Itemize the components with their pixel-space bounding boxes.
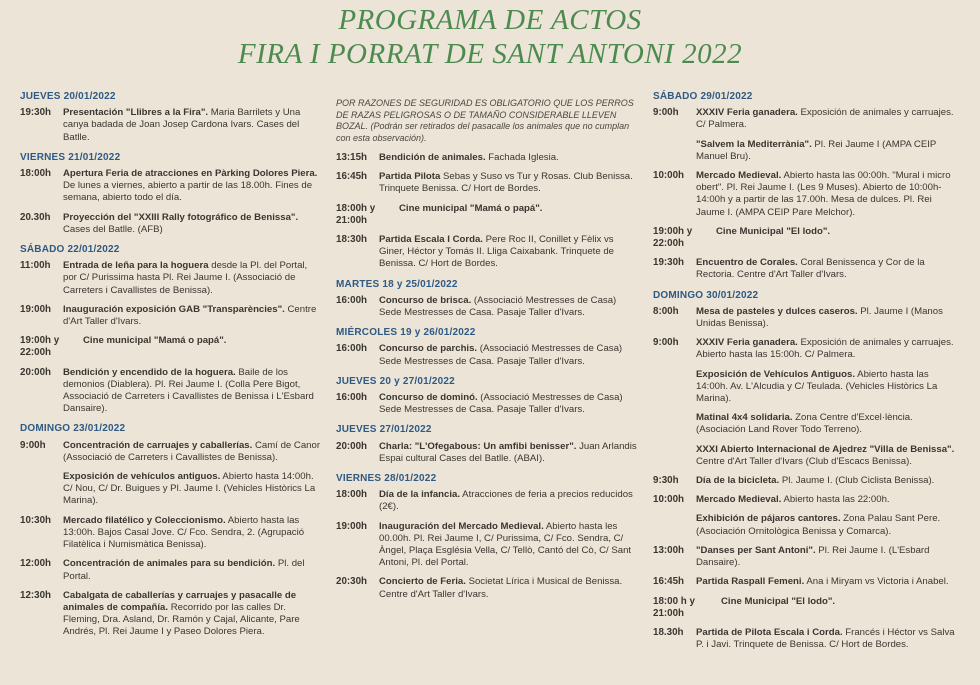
event-title: Exhibición de pájaros cantores. (696, 513, 841, 525)
event-title: "Salvem la Mediterrània". (696, 138, 812, 150)
event-detail: Abierto hasta 14:00h. C/ Nou, C/ Dr. Buigues y Pl. Jaume I. (Vehicles Històrics La Marina). (63, 471, 316, 507)
day-heading: JUEVES 20 y 27/01/2022 (336, 375, 455, 387)
event-time: 12:30h (20, 589, 52, 601)
event-detail: Recorrido por las calles Dr. Fleming, Dra. Asland, Dr. Ramón y Cajal, Alicante, Pare Andrés, Pl. Rei Jaume I y Paseo Dolores Piera. (63, 601, 300, 638)
event-item (653, 257, 963, 281)
event-detail: Centre d'Art Taller d'Ivars. (63, 303, 317, 328)
event-item (336, 576, 640, 600)
event-detail: Pl. Rei Jaume I. (L'Esbard Dansaire). (696, 544, 930, 569)
event-time: 9:00h (653, 107, 679, 119)
event-title: Presentación "Llibres a la Fira". (63, 107, 209, 119)
event-title: Mercado Medieval. (696, 494, 782, 506)
event-item (20, 515, 322, 552)
event-item (336, 152, 640, 164)
event-time: 13:00h (653, 544, 685, 556)
event-detail: Juan Arlandis Espai cultural Cases del Batlle. (ABAI). (379, 440, 637, 464)
event-time: 19:30h (653, 257, 685, 269)
event-detail: Pl. del Portal. (63, 558, 305, 582)
event-item (63, 471, 322, 508)
event-title: Partida Escala I Corda. (379, 234, 483, 246)
page-title: PROGRAMA DE ACTOS (338, 4, 642, 36)
day-heading: MARTES 18 y 25/01/2022 (336, 278, 458, 290)
event-detail: desde la Pl. del Portal, por C/ Purissima hasta Pl. Rei Jaume I. (Associació de Carreters i Cavallistes de Benissa). (63, 260, 308, 296)
event-title: Inauguración del Mercado Medieval. (379, 520, 544, 532)
event-title: Bendición y encendido de la hoguera. (63, 366, 236, 378)
event-time: 18:00h (336, 489, 368, 501)
event-time: 10:00h (653, 494, 685, 506)
event-time: 20:30h (336, 576, 368, 588)
event-item (20, 107, 322, 144)
event-detail: Abierto hasta las 22:00h. (781, 494, 890, 506)
day-heading: DOMINGO 23/01/2022 (20, 423, 126, 435)
event-detail: Abierto hasta las 14:00h. Av. L'Alcudia y C/ Teulada. (Vehicles Històrics La Marina). (696, 368, 938, 405)
event-title: Partida Raspall Femeni. (696, 576, 805, 588)
event-time: 13:15h (336, 152, 368, 163)
event-title: XXXIV Feria ganadera. (696, 337, 798, 349)
safety-note: POR RAZONES DE SEGURIDAD ES OBLIGATORIO QUE LOS PERROS DE RAZAS PELIGROSAS O DE TAMAÑO CONSIDERABLE LLEVEN BOZAL. (Podrán ser retirados del pasacalle los animales que no cumplan con esta observación). (336, 98, 634, 143)
event-title: Partida Pilota (379, 171, 441, 183)
event-title: Cine Municipal "El lodo". (716, 225, 831, 237)
event-title: Concentración de carruajes y caballerías. (63, 439, 253, 451)
event-time: 18:00h y 21:00h (336, 202, 376, 226)
event-time: 19:30h (20, 107, 52, 119)
event-item (20, 335, 322, 359)
event-item (653, 545, 963, 569)
event-item (696, 139, 963, 163)
event-item (653, 306, 963, 330)
event-item (336, 343, 640, 367)
event-item (653, 170, 963, 219)
event-item (653, 494, 963, 506)
day-heading: JUEVES 27/01/2022 (336, 424, 432, 436)
event-title: Apertura Feria de atracciones en Pàrking Dolores Piera. (63, 168, 318, 180)
event-detail: Societat Lírica i Musical de Benissa. Centre d'Art Taller d'Ivars. (379, 576, 623, 600)
event-item (336, 521, 640, 570)
event-item (696, 369, 963, 406)
event-detail: Zona Centre d'Excel·lència. (Asociación Land Rover Todo Terreno). (696, 412, 913, 436)
event-detail: Abierto hasta les 00.00h. Pl. Rei Jaume I, C/ Purissima, C/ Fco. Sendra, C/ Àngel, Plaça Església Vella, C/ Tellò, Cantó del Cò, C/ Sant Antoni, Pl. del Portal. (379, 520, 632, 569)
event-time: 20:00h (336, 440, 368, 452)
event-title: Concurso de dominó. (379, 392, 478, 404)
event-time: 10:30h (20, 514, 52, 526)
event-time: 19:00h y 22:00h (20, 335, 60, 359)
day-heading: SÁBADO 22/01/2022 (20, 244, 120, 256)
event-item (336, 392, 640, 416)
event-title: Cine municipal "Mamá o papá". (399, 202, 543, 214)
event-title: Exposición de vehículos antiguos. (63, 471, 221, 483)
event-detail: Camí de Canor (Associació de Carreters i Cavallistes de Benissa). (63, 439, 321, 463)
event-detail: (Associació Mestresses de Casa) Sede Mestresses de Casa. Pasaje Taller d'Ivars. (379, 343, 623, 367)
event-item (336, 234, 640, 271)
event-item (20, 212, 322, 236)
event-detail: Sebas y Suso vs Tur y Rosas. Club Benissa. Trinquete Benissa. C/ Hort de Bordes. (379, 171, 633, 195)
event-title: Mesa de pasteles y dulces caseros. (696, 305, 858, 317)
event-detail: Francés i Héctor vs Salva P. i Javi. Trinquete de Benissa. C/ Hort de Bordes. (696, 626, 955, 651)
event-title: Inauguración exposición GAB "Transparències". (63, 303, 285, 315)
event-time: 9:00h (20, 439, 46, 451)
event-item (20, 168, 322, 205)
event-title: Proyección del "XXIII Rally fotográfico de Benissa". (63, 211, 299, 223)
event-detail: Baile de los demonios (Diablera). Pl. Rei Jaume I. (Colla Pere Bigot, Associació de Carreters i Cavallistes de Benissa i L'Esbard Dansaire). (63, 366, 314, 415)
event-title: Día de la infancia. (379, 489, 461, 501)
event-item (696, 513, 963, 537)
event-time: 19:00h (336, 520, 368, 532)
day-heading: DOMINGO 30/01/2022 (653, 289, 759, 301)
event-time: 18:00h (20, 168, 52, 180)
event-detail: Cases del Batlle. (AFB) (63, 223, 163, 235)
event-item (653, 107, 963, 131)
event-detail: Pere Roc II, Conillet y Fèlix vs Giner, Héctor y Tomás II. Lliga Caixabank. Trinquete de Benissa. C/ Hort de Bordes. (379, 234, 614, 270)
event-item (653, 475, 963, 487)
event-title: Mercado Medieval. (696, 170, 782, 182)
event-time: 20:00h (20, 366, 52, 378)
event-time: 12:00h (20, 558, 52, 570)
event-detail: Coral Benissenca y Cor de la Rectoria. Centre d'Art Taller d'Ivars. (696, 257, 925, 281)
event-time: 16:00h (336, 294, 368, 306)
day-heading: JUEVES 20/01/2022 (20, 91, 116, 102)
event-detail: Maria Barrilets y Una canya badada de Joan Josep Cardona Ivars. Cases del Batlle. (63, 107, 301, 143)
event-detail: Pl. Jaume I (Manos Unidas Benissa). (696, 305, 943, 330)
event-title: Entrada de leña para la hoguera (63, 260, 209, 272)
event-title: Partida de Pilota Escala i Corda. (696, 626, 843, 638)
event-item (336, 295, 640, 319)
day-heading: SÁBADO 29/01/2022 (653, 91, 753, 102)
event-item (20, 440, 322, 464)
day-heading: VIERNES 21/01/2022 (20, 151, 121, 163)
event-time: 19:00h y 22:00h (653, 225, 693, 250)
event-time: 18:00 h y 21:00h (653, 595, 695, 619)
event-title: Concurso de brisca. (379, 294, 472, 306)
event-detail: (Associació Mestresses de Casa) Sede Mestresses de Casa. Pasaje Taller d'Ivars. (379, 392, 623, 416)
event-title: Cine municipal "Mamá o papá". (83, 335, 227, 347)
event-time: 16:00h (336, 343, 368, 355)
event-title: "Danses per Sant Antoni". (696, 544, 816, 556)
event-item (20, 590, 322, 639)
event-item (653, 337, 963, 361)
event-detail: Pl. Jaume I. (Club Ciclista Benissa). (779, 475, 935, 487)
event-item (336, 203, 640, 227)
event-item (653, 226, 963, 250)
event-detail: Exposición de animales y carruajes. Abierto hasta las 15:00h. C/ Palmera. (696, 337, 954, 361)
event-detail: Abierto hasta las 00:00h. "Mural i micro obert". Pl. Rei Jaume I. (Les 9 Muses). Abierto de 10:00h-14:00h y a partir de las 17.00h. Mesa de dulces. Pl. Rei Jaume I. (AMPA CEIP Pare Melchor). (696, 170, 951, 218)
event-item (653, 576, 963, 588)
event-time: 9:30h (653, 475, 679, 487)
event-time: 8:00h (653, 305, 679, 317)
event-detail: Exposición de animales y carruajes. C/ Palmera. (696, 107, 954, 131)
column-3 (653, 88, 963, 658)
event-time: 19:00h (20, 303, 52, 315)
event-item (653, 596, 963, 620)
column-1 (20, 88, 322, 646)
event-title: Mercado filatélico y Coleccionismo. (63, 514, 226, 526)
event-detail: Abierto hasta las 13:00h. Bajos Casal Jove. C/ Fco. Sendra, 2. (Agrupació Filatèlica i Numismàtica Benissa). (63, 514, 305, 551)
event-item (336, 441, 640, 465)
event-title: Encuentro de Corales. (696, 257, 798, 269)
event-detail: Atracciones de feria a precios reducidos (2€). (379, 489, 633, 513)
day-heading: MIÉRCOLES 19 y 26/01/2022 (336, 327, 476, 339)
event-item (20, 304, 322, 328)
event-time: 9:00h (653, 337, 679, 349)
event-detail: Fachada Iglesia. (485, 152, 559, 163)
event-title: Bendición de animales. (379, 152, 486, 163)
event-detail: Zona Palau Sant Pere. (Asociación Ornitològica Benissa y Comarca). (696, 513, 941, 537)
event-time: 18.30h (653, 626, 684, 638)
event-time: 16:45h (653, 576, 685, 588)
event-title: Concierto de Feria. (379, 576, 466, 588)
event-time: 16:00h (336, 392, 368, 404)
event-title: Día de la bicicleta. (696, 475, 780, 487)
event-time: 20.30h (20, 211, 51, 223)
event-title: Concentración de animales para su bendición. (63, 558, 276, 570)
event-detail: Centre d'Art Taller d'Ivars (Club d'Escacs Benissa). (696, 455, 912, 467)
event-item (20, 367, 322, 416)
event-time: 18:30h (336, 234, 368, 246)
event-title: Cabalgata de caballerías y carruajes y pasacalle de animales de compañía. (63, 589, 297, 613)
event-detail: Pl. Rei Jaume I (AMPA CEIP Manuel Bru). (696, 138, 937, 162)
event-item (20, 260, 322, 297)
event-time: 11:00h (20, 260, 51, 272)
event-title: XXXIV Feria ganadera. (696, 107, 798, 119)
page-subtitle: FIRA I PORRAT DE SANT ANTONI 2022 (237, 38, 743, 70)
event-title: Concurso de parchis. (379, 343, 478, 355)
event-title: XXXI Abierto Internacional de Ajedrez "Villa de Benissa". (696, 443, 955, 455)
event-item (696, 444, 963, 468)
event-time: 16:45h (336, 171, 368, 183)
column-2 (336, 88, 640, 608)
event-item (696, 412, 963, 436)
event-title: Charla: "L'Ofegabous: Un amfibi benisser". (379, 440, 577, 452)
event-item (336, 489, 640, 513)
event-detail: (Associació Mestresses de Casa) Sede Mestresses de Casa. Pasaje Taller d'Ivars. (379, 294, 617, 319)
day-heading: VIERNES 28/01/2022 (336, 473, 437, 485)
event-title: Matinal 4x4 solidaria. (696, 412, 793, 424)
event-title: Cine Municipal "El lodo". (721, 595, 836, 607)
event-title: Exposición de Vehículos Antiguos. (696, 368, 856, 380)
event-time: 10:00h (653, 170, 685, 182)
event-item (20, 558, 322, 582)
event-detail: Ana i Miryam vs Victoria i Anabel. (804, 576, 949, 588)
event-item (653, 627, 963, 651)
event-detail: De lunes a viernes, abierto a partir de las 18.00h. Fines de semana, abierto todo el día. (63, 180, 313, 204)
event-item (336, 171, 640, 195)
